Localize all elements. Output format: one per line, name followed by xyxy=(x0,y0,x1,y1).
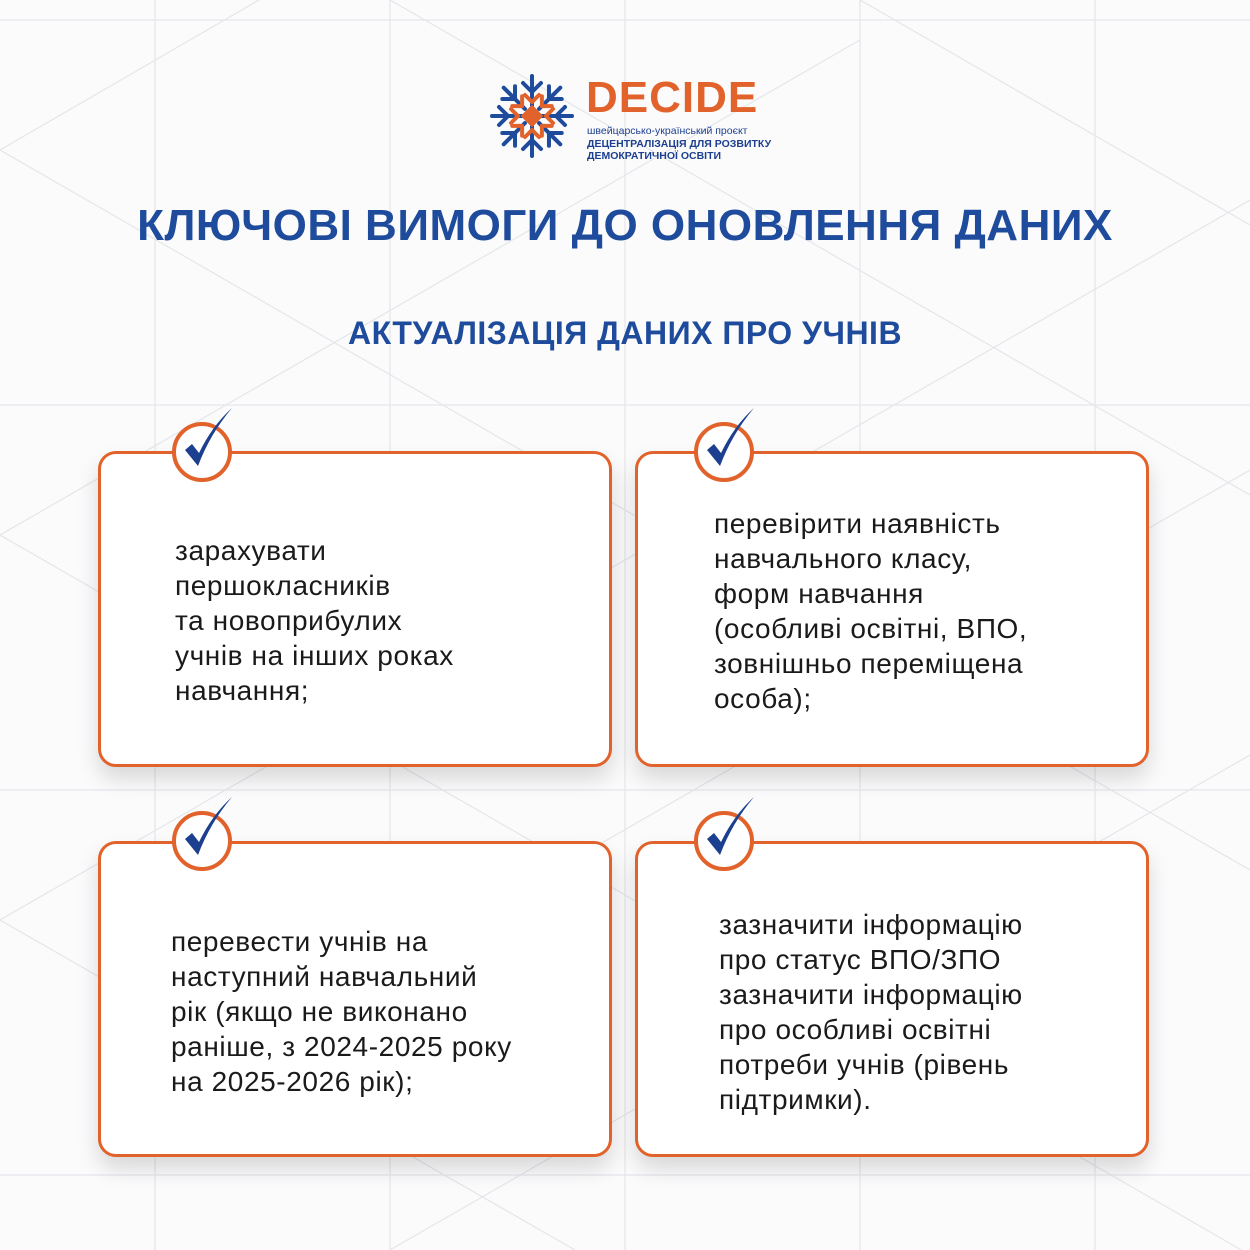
page-title: КЛЮЧОВІ ВИМОГИ ДО ОНОВЛЕННЯ ДАНИХ xyxy=(137,201,1113,250)
requirement-card xyxy=(635,451,1149,767)
snowflake-logo-icon xyxy=(488,72,576,160)
requirement-card xyxy=(635,841,1149,1157)
logo-subtitle-1: швейцарсько-український проєкт xyxy=(587,125,748,137)
card-text: перевірити наявність навчального класу, форм навчання (особливі освітні, ВПО, зовнішньо переміщена особа); xyxy=(714,508,1028,714)
checkmark-icon xyxy=(158,791,248,881)
checkmark-icon xyxy=(680,791,770,881)
logo-title: DECIDE xyxy=(586,73,759,122)
section-subtitle: АКТУАЛІЗАЦІЯ ДАНИХ ПРО УЧНІВ xyxy=(347,315,903,351)
requirement-card xyxy=(98,451,612,767)
logo-subtitle-3: ДЕМОКРАТИЧНОЇ ОСВІТИ xyxy=(587,150,722,162)
card-text: зарахувати першокласників та новоприбулих учнів на інших роках навчання; xyxy=(175,535,454,706)
decide-logo xyxy=(488,72,772,162)
requirement-card xyxy=(98,841,612,1157)
logo-subtitle-2: ДЕЦЕНТРАЛІЗАЦІЯ ДЛЯ РОЗВИТКУ xyxy=(587,138,772,150)
checkmark-icon xyxy=(158,402,248,492)
card-text: перевести учнів на наступний навчальний рік (якщо не виконано раніше, з 2024-2025 року на 2025-2026 рік); xyxy=(171,926,512,1097)
card-text: зазначити інформацію про статус ВПО/ЗПО зазначити інформацію про особливі освітні потреби учнів (рівень підтримки). xyxy=(719,909,1023,1115)
checkmark-icon xyxy=(680,402,770,492)
